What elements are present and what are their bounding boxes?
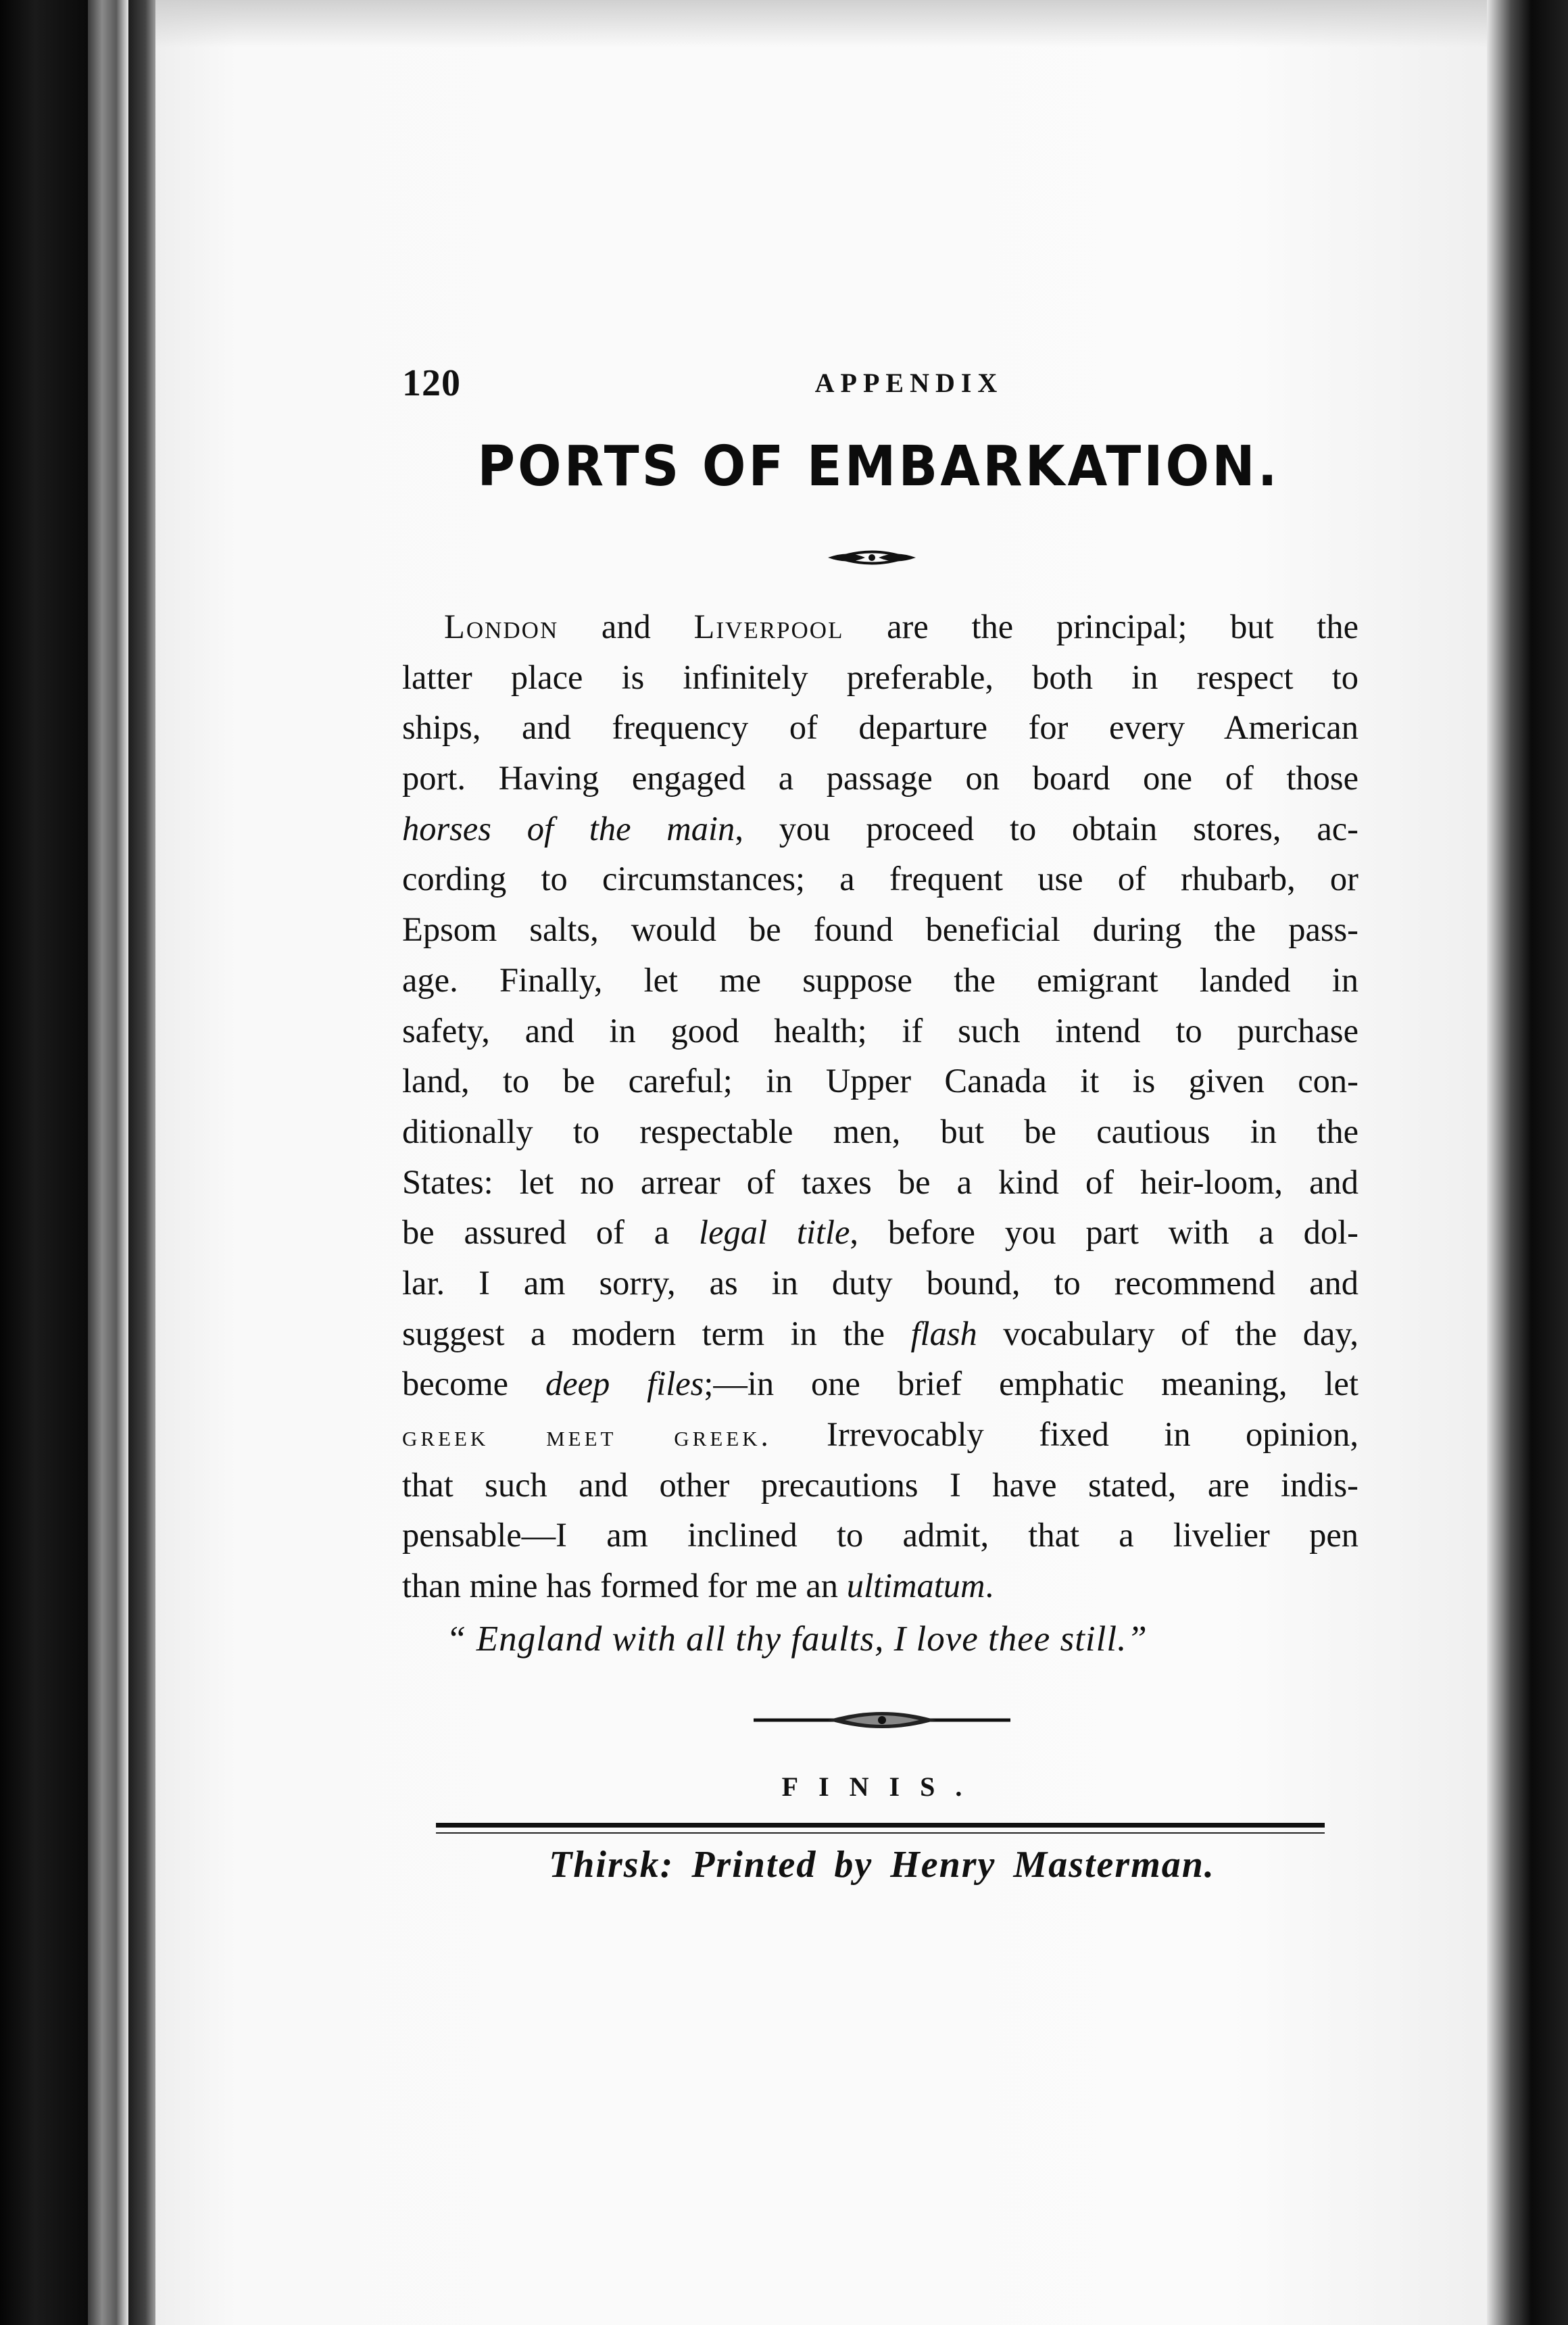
text-line: ships, and frequency of departure for every American — [402, 708, 1358, 747]
page-header — [402, 362, 1355, 409]
closing-quote: “ England with all thy faults, I love thee still.” — [446, 1619, 1148, 1659]
text-line: horses of the main, you proceed to obtain stores, ac- — [402, 809, 1358, 848]
text-line: cording to circumstances; a frequent use of rhubarb, or — [402, 860, 1358, 898]
book-spine-shadow — [0, 0, 88, 2325]
text-line: suggest a modern term in the flash vocabulary of the day, — [402, 1314, 1358, 1352]
text-line: States: let no arrear of taxes be a kind of heir-loom, and — [402, 1162, 1358, 1201]
text-line: lar. I am sorry, as in duty bound, to recommend and — [402, 1263, 1358, 1302]
running-head: APPENDIX — [814, 368, 1004, 398]
text-line: ditionally to respectable men, but be cautious in the — [402, 1112, 1358, 1150]
text-line: port. Having engaged a passage on board one of those — [402, 759, 1358, 798]
book-spine-edge — [88, 0, 128, 2325]
body-text — [402, 602, 1358, 1611]
text-line: Epsom salts, would be found beneficial during the pass- — [402, 910, 1358, 949]
page-number: 120 — [402, 362, 461, 404]
text-line: safety, and in good health; if such intend to purchase — [402, 1011, 1358, 1050]
imprint-rule-thin — [436, 1832, 1325, 1834]
ornament-divider-top — [764, 547, 980, 568]
text-line: than mine has formed for me an ultimatum. — [402, 1567, 994, 1605]
section-title: PORTS OF EMBARKATION. — [477, 433, 1280, 499]
text-line: greek meet greek. Irrevocably fixed in opinion, — [402, 1415, 1358, 1453]
text-line: London and Liverpool are the principal; but the — [444, 608, 1358, 645]
text-line: be assured of a legal title, before you part with a dol- — [402, 1213, 1358, 1252]
text-line: latter place is infinitely preferable, both in respect to — [402, 658, 1358, 696]
page-right-edge — [1487, 0, 1568, 2325]
text-line: land, to be careful; in Upper Canada it is given con- — [402, 1062, 1358, 1100]
text-line: age. Finally, let me suppose the emigrant landed in — [402, 960, 1358, 999]
printer-imprint: Thirsk: Printed by Henry Masterman. — [549, 1844, 1215, 1886]
text-line: pensable—I am inclined to admit, that a livelier pen — [402, 1516, 1358, 1555]
text-line: become deep files;—in one brief emphatic meaning, let — [402, 1365, 1358, 1403]
imprint-rule-thick — [436, 1823, 1325, 1828]
page-top-shadow — [155, 0, 1500, 47]
finis-label: FINIS. — [781, 1771, 983, 1802]
ornament-divider-bottom — [754, 1707, 1010, 1734]
text-line: that such and other precautions I have stated, are indis- — [402, 1465, 1358, 1504]
